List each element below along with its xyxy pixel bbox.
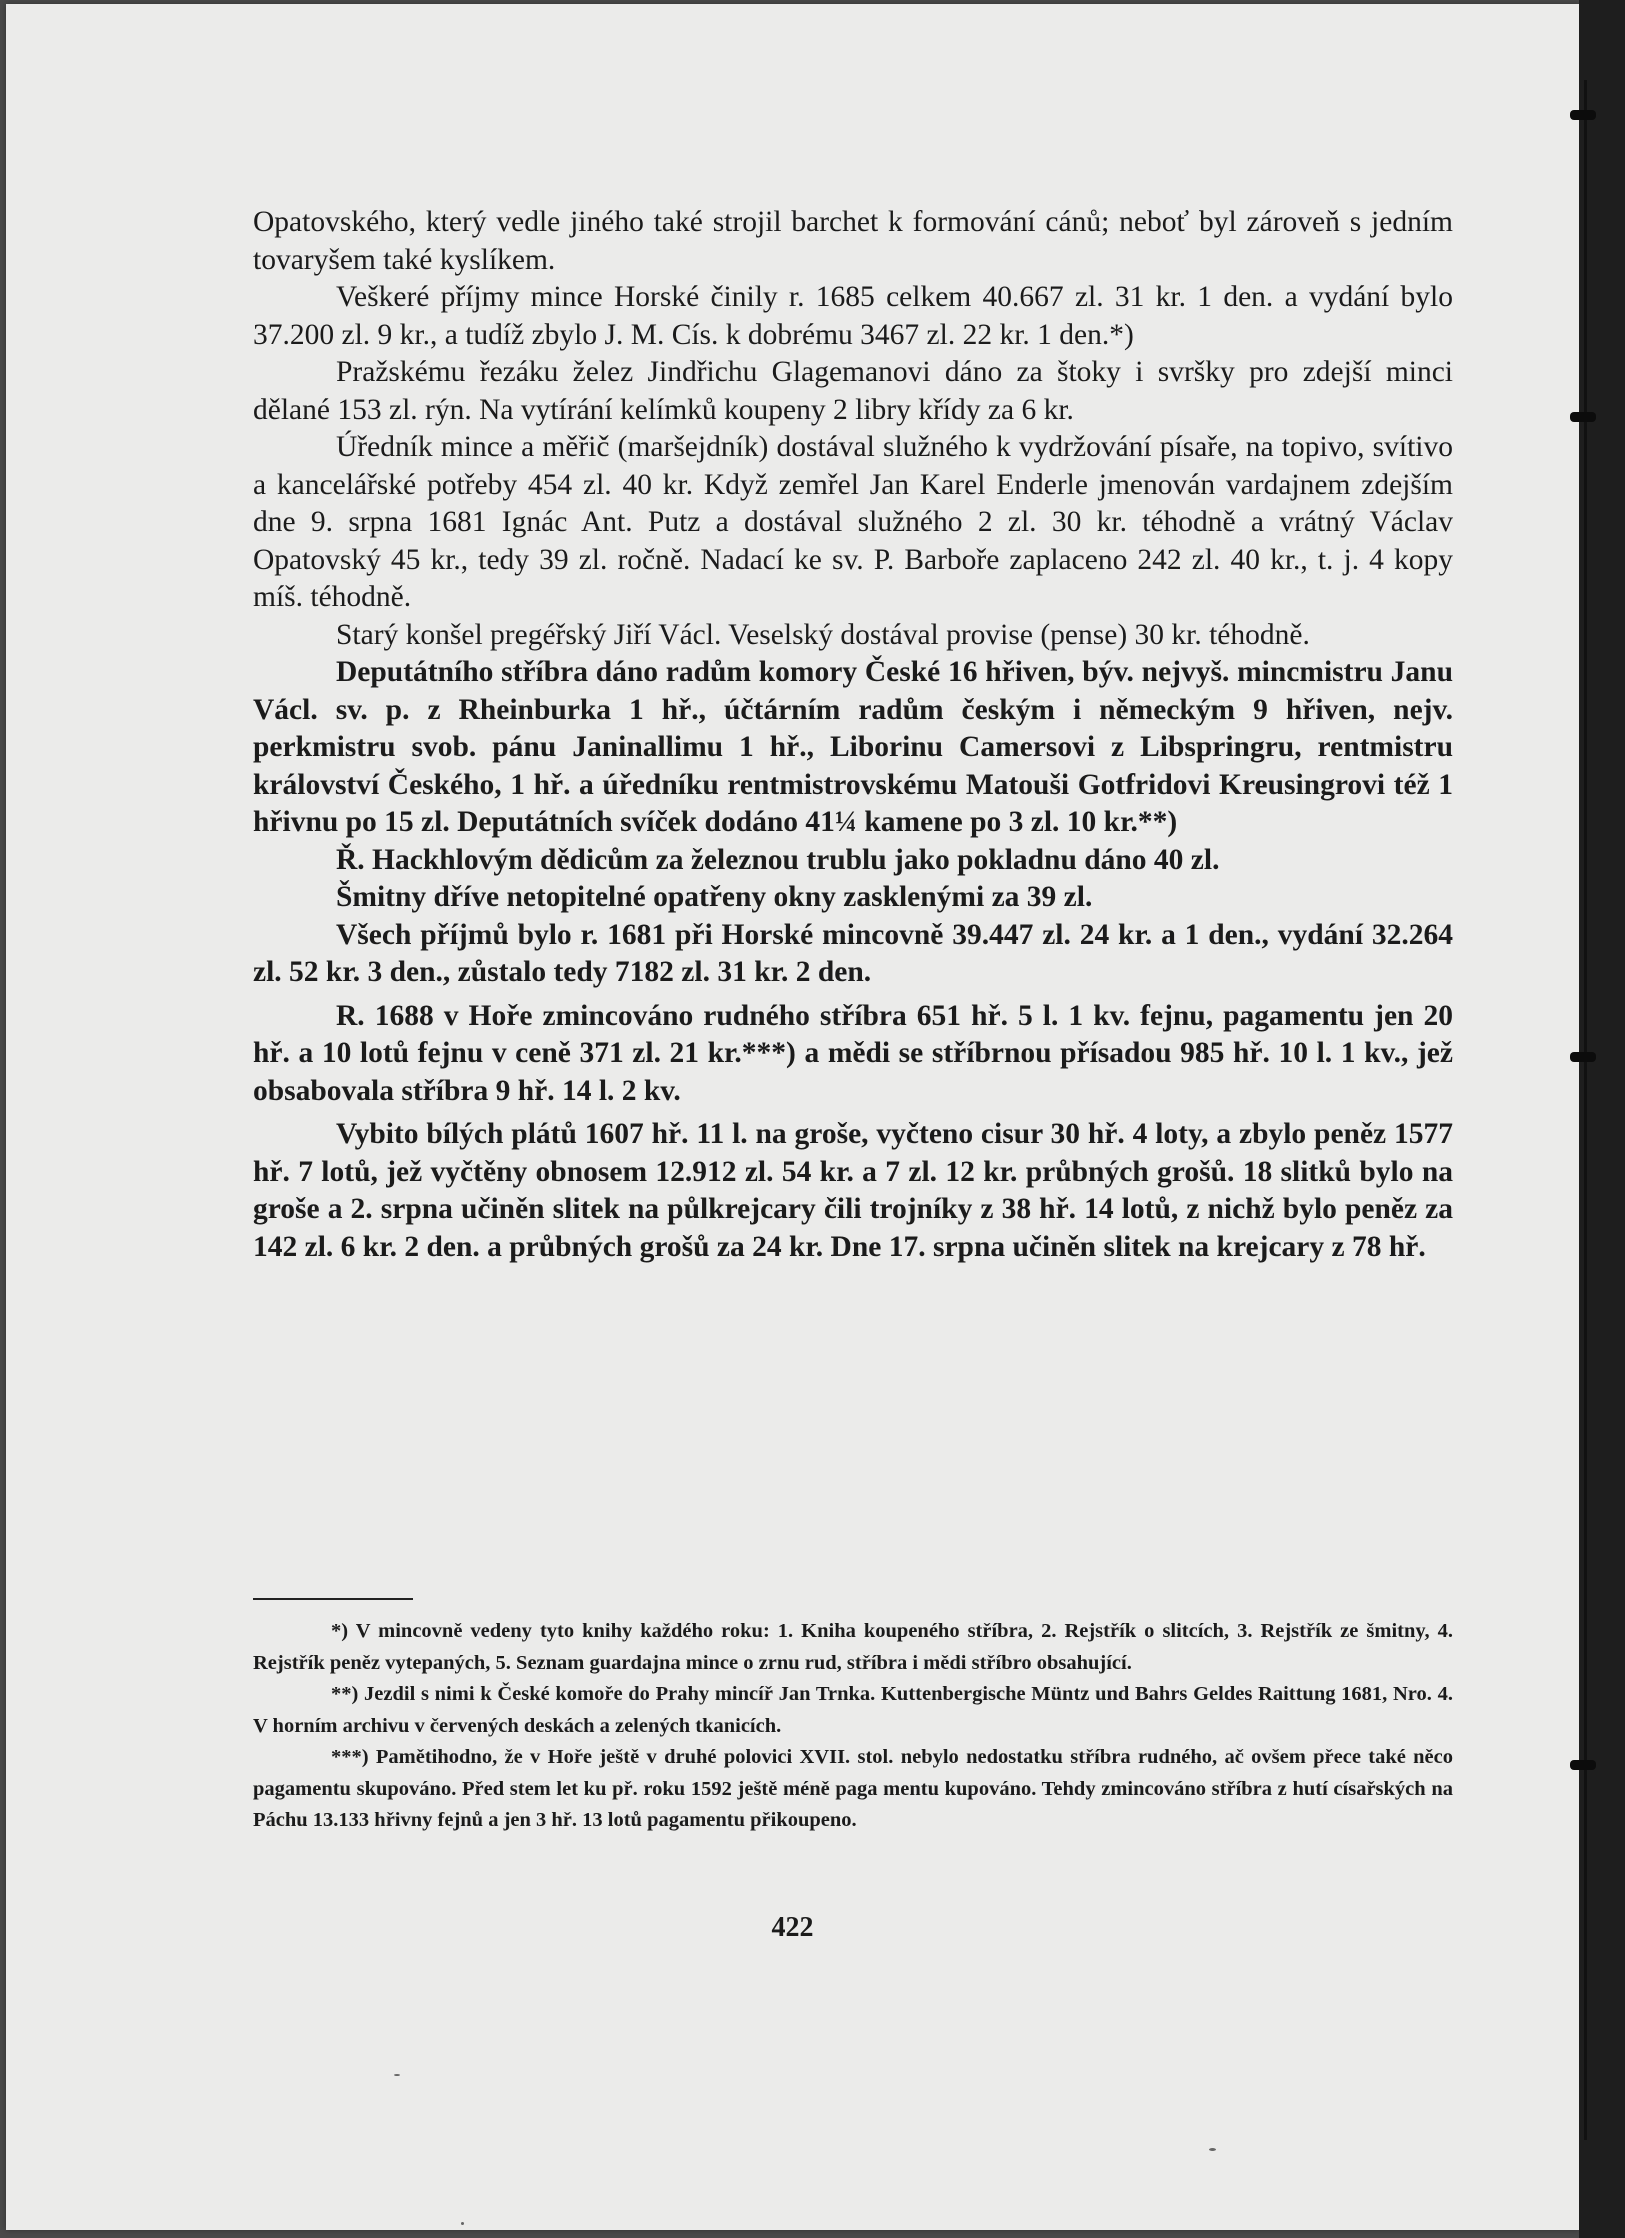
scan-speck xyxy=(1209,2148,1216,2151)
binding-edge xyxy=(1584,80,1587,2140)
paragraph: Šmitny dříve netopitelné opatřeny okny zasklenými za 39 zl. xyxy=(336,881,1093,913)
footnote: *) V mincovně vedeny tyto knihy každého roku: 1. Kniha koupeného stříbra, 2. Rejstřík o slitcích, 3. Rejstřík ze šmitny, 4. Rejstřík peněz vytepaných, 5. Seznam guardajna mince o zrnu rud, stříbra i mědi stříbro obsahující. xyxy=(253,1620,1453,1674)
paragraph: Všech příjmů bylo r. 1681 při Horské mincovně 39.447 zl. 24 kr. a 1 den., vydání 32.264 zl. 52 kr. 3 den., zůstalo tedy 7182 zl. 31 kr. 2 den. xyxy=(253,918,1453,988)
footnote: ***) Pamětihodno, že v Hoře ještě v druhé polovici XVII. stol. nebylo nedostatku stříbra rudného, ač ovšem přece také něco pagamentu skupováno. Před stem let ku př. roku 1592 ještě méně paga mentu kupováno. Tehdy zmincováno stříbra z hutí císařských na Páchu 13.133 hřivny fejnů a jen 3 hř. 13 lotů pagamentu přikoupeno. xyxy=(253,1746,1453,1831)
footnote: **) Jezdil s nimi k České komoře do Prahy mincíř Jan Trnka. Kuttenbergische Müntz und Bahrs Geldes Raittung 1681, Nro. 4. V horním archivu v červených deskách a zelených tkanicích. xyxy=(253,1683,1453,1737)
binding-mark xyxy=(1570,412,1596,422)
paragraph: Deputátního stříbra dáno radům komory České 16 hřiven, býv. nejvyš. mincmistru Janu Václ. sv. p. z Rheinburka 1 hř., účtárním radům českým i německým 9 hřiven, nejv. perkmistru svob. pánu Janinallimu 1 hř., Liborinu Camersovi z Libspringru, rentmistru království Českého, 1 hř. a úředníku rentmistrovskému Matouši Gotfridovi Kreusingrovi též 1 hřivnu po 15 zl. Deputátních svíček dodáno 41¼ kamene po 3 zl. 10 kr.**) xyxy=(253,656,1453,838)
paragraph: Veškeré příjmy mince Horské činily r. 1685 celkem 40.667 zl. 31 kr. 1 den. a vydání bylo 37.200 zl. 9 kr., a tudíž zbylo J. M. Cís. k dobrému 3467 zl. 22 kr. 1 den.*) xyxy=(253,281,1453,351)
paragraph: Vybito bílých plátů 1607 hř. 11 l. na groše, vyčteno cisur 30 hř. 4 loty, a zbylo peněz 1577 hř. 7 lotů, jež vyčtěny obnosem 12.912 zl. 54 kr. a 7 zl. 12 kr. průbných grošů. 18 slitků bylo na groše a 2. srpna učiněn slitek na půlkrejcary čili trojníky z 38 hř. 14 lotů, z nichž bylo peněz za 142 zl. 6 kr. 2 den. a průbných grošů za 24 kr. Dne 17. srpna učiněn slitek na krejcary z 78 hř. xyxy=(253,1118,1453,1263)
binding-mark xyxy=(1570,1052,1596,1062)
paragraph: Starý konšel pregéřský Jiří Václ. Veselský dostával provise (pense) 30 kr. téhodně. xyxy=(336,618,1310,651)
footnote-separator xyxy=(253,1598,413,1600)
paragraph: Úředník mince a měřič (maršejdník) dostával služného k vydržování písaře, na topivo, svítivo a kancelářské potřeby 454 zl. 40 kr. Když zemřel Jan Karel Enderle jmenován vardajnem zdejším dne 9. srpna 1681 Ignác Ant. Putz a dostával služného 2 zl. 30 kr. téhodně a vrátný Václav Opatovský 45 kr., tedy 39 zl. ročně. Nadací ke sv. P. Barboře zaplaceno 242 zl. 40 kr., t. j. 4 kopy míš. téhodně. xyxy=(253,431,1453,613)
scan-speck xyxy=(461,2222,464,2225)
footnotes xyxy=(253,1616,1453,1837)
book-page xyxy=(6,4,1579,2230)
page-number: 422 xyxy=(771,1912,814,1943)
paragraph: R. 1688 v Hoře zmincováno rudného stříbra 651 hř. 5 l. 1 kv. fejnu, pagamentu jen 20 hř. a 10 lotů fejnu v ceně 371 zl. 21 kr.***) a mědi se stříbrnou přísadou 985 hř. 10 l. 1 kv., jež obsabovala stříbra 9 hř. 14 l. 2 kv. xyxy=(253,999,1453,1107)
paragraph: Pražskému řezáku želez Jindřichu Glagemanovi dáno za štoky i svršky pro zdejší minci dělané 153 zl. rýn. Na vytírání kelímků koupeny 2 libry křídy za 6 kr. xyxy=(253,356,1453,426)
paragraph: Opatovského, který vedle jiného také strojil barchet k formování cánů; neboť byl zároveň s jedním tovaryšem také kyslíkem. xyxy=(253,206,1453,276)
binding-mark xyxy=(1570,1760,1596,1770)
binding-mark xyxy=(1570,110,1596,120)
scan-speck xyxy=(394,2074,400,2076)
paragraph: Ř. Hackhlovým dědicům za železnou trublu jako pokladnu dáno 40 zl. xyxy=(336,843,1220,876)
main-text xyxy=(253,204,1453,1266)
